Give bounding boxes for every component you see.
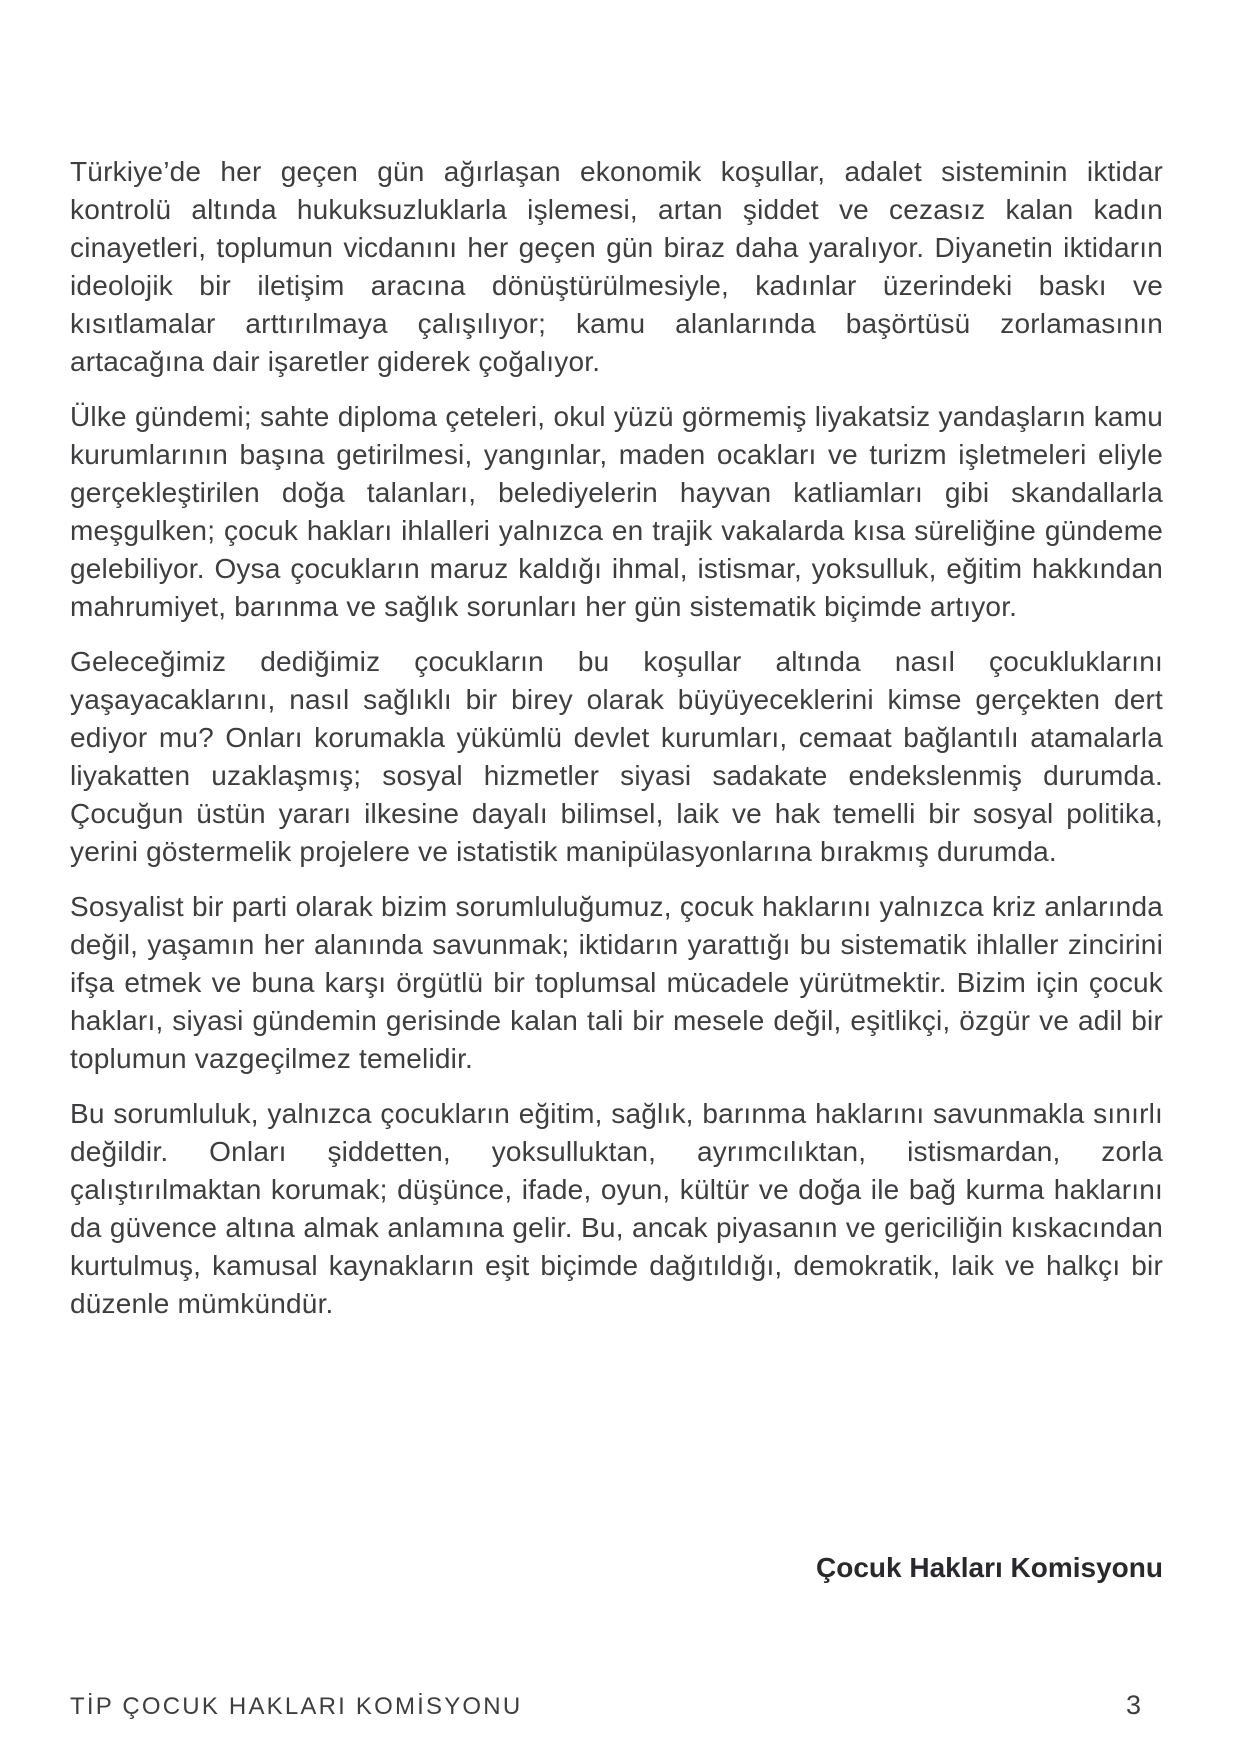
paragraph-4: Sosyalist bir parti olarak bizim sorumluluğumuz, çocuk haklarını yalnızca kriz anlarında değil, yaşamın her alanında savunmak; iktidarın yarattığı bu sistematik ihlaller zincirini ifşa etmek ve buna karşı örgütlü bir toplumsal mücadele yürütmektir. Bizim için çocuk hakları, siyasi gündemin gerisinde kalan tali bir mesele değil, eşitlikçi, özgür ve adil bir toplumun vazgeçilmez temelidir. — [70, 891, 1163, 1074]
paragraph-1: Türkiye’de her geçen gün ağırlaşan ekonomik koşullar, adalet sisteminin iktidar kontrolü altında hukuksuzluklarla işlemesi, artan şiddet ve cezasız kalan kadın cinayetleri, toplumun vicdanını her geçen gün biraz daha yaralıyor. Diyanetin iktidarın ideolojik bir iletişim aracına dönüştürülmesiyle, kadınlar üzerindeki baskı ve kısıtlamalar arttırılmaya çalışılıyor; kamu alanlarında başörtüsü zorlamasının artacağına dair işaretler giderek çoğalıyor. — [70, 156, 1163, 377]
paragraph-3: Geleceğimiz dediğimiz çocukların bu koşullar altında nasıl çocukluklarını yaşayacaklarını, nasıl sağlıklı bir birey olarak büyüyeceklerini kimse gerçekten dert ediyor mu? Onları korumakla yükümlü devlet kurumları, cemaat bağlantılı atamalarla liyakatten uzaklaşmış; sosyal hizmetler siyasi sadakate endekslenmiş durumda. Çocuğun üstün yararı ilkesine dayalı bilimsel, laik ve hak temelli bir sosyal politika, yerini göstermelik projelere ve istatistik manipülasyonlarına bırakmış durumda. — [70, 646, 1163, 867]
footer-document-title: TİP ÇOCUK HAKLARI KOMİSYONU — [70, 1693, 523, 1720]
page-content — [70, 153, 1163, 1340]
signature-commission: Çocuk Hakları Komisyonu — [816, 1552, 1163, 1583]
paragraph-5: Bu sorumluluk, yalnızca çocukların eğitim, sağlık, barınma haklarını savunmakla sınırlı değildir. Onları şiddetten, yoksulluktan, ayrımcılıktan, istismardan, zorla çalıştırılmaktan korumak; düşünce, ifade, oyun, kültür ve doğa ile bağ kurma haklarını da güvence altına almak anlamına gelir. Bu, ancak piyasanın ve gericiliğin kıskacından kurtulmuş, kamusal kaynakların eşit biçimde dağıtıldığı, demokratik, laik ve halkçı bir düzenle mümkündür. — [70, 1098, 1163, 1319]
page-footer — [70, 1690, 1141, 1722]
paragraph-2: Ülke gündemi; sahte diploma çeteleri, okul yüzü görmemiş liyakatsiz yandaşların kamu kurumlarının başına getirilmesi, yangınlar, maden ocakları ve turizm işletmeleri eliyle gerçekleştirilen doğa talanları, belediyelerin hayvan katliamları gibi skandallarla meşgulken; çocuk hakları ihlalleri yalnızca en trajik vakalarda kısa süreliğine gündeme gelebiliyor. Oysa çocukların maruz kaldığı ihmal, istismar, yoksulluk, eğitim hakkından mahrumiyet, barınma ve sağlık sorunları her gün sistematik biçimde artıyor. — [70, 401, 1163, 622]
page-number: 3 — [1125, 1690, 1141, 1720]
